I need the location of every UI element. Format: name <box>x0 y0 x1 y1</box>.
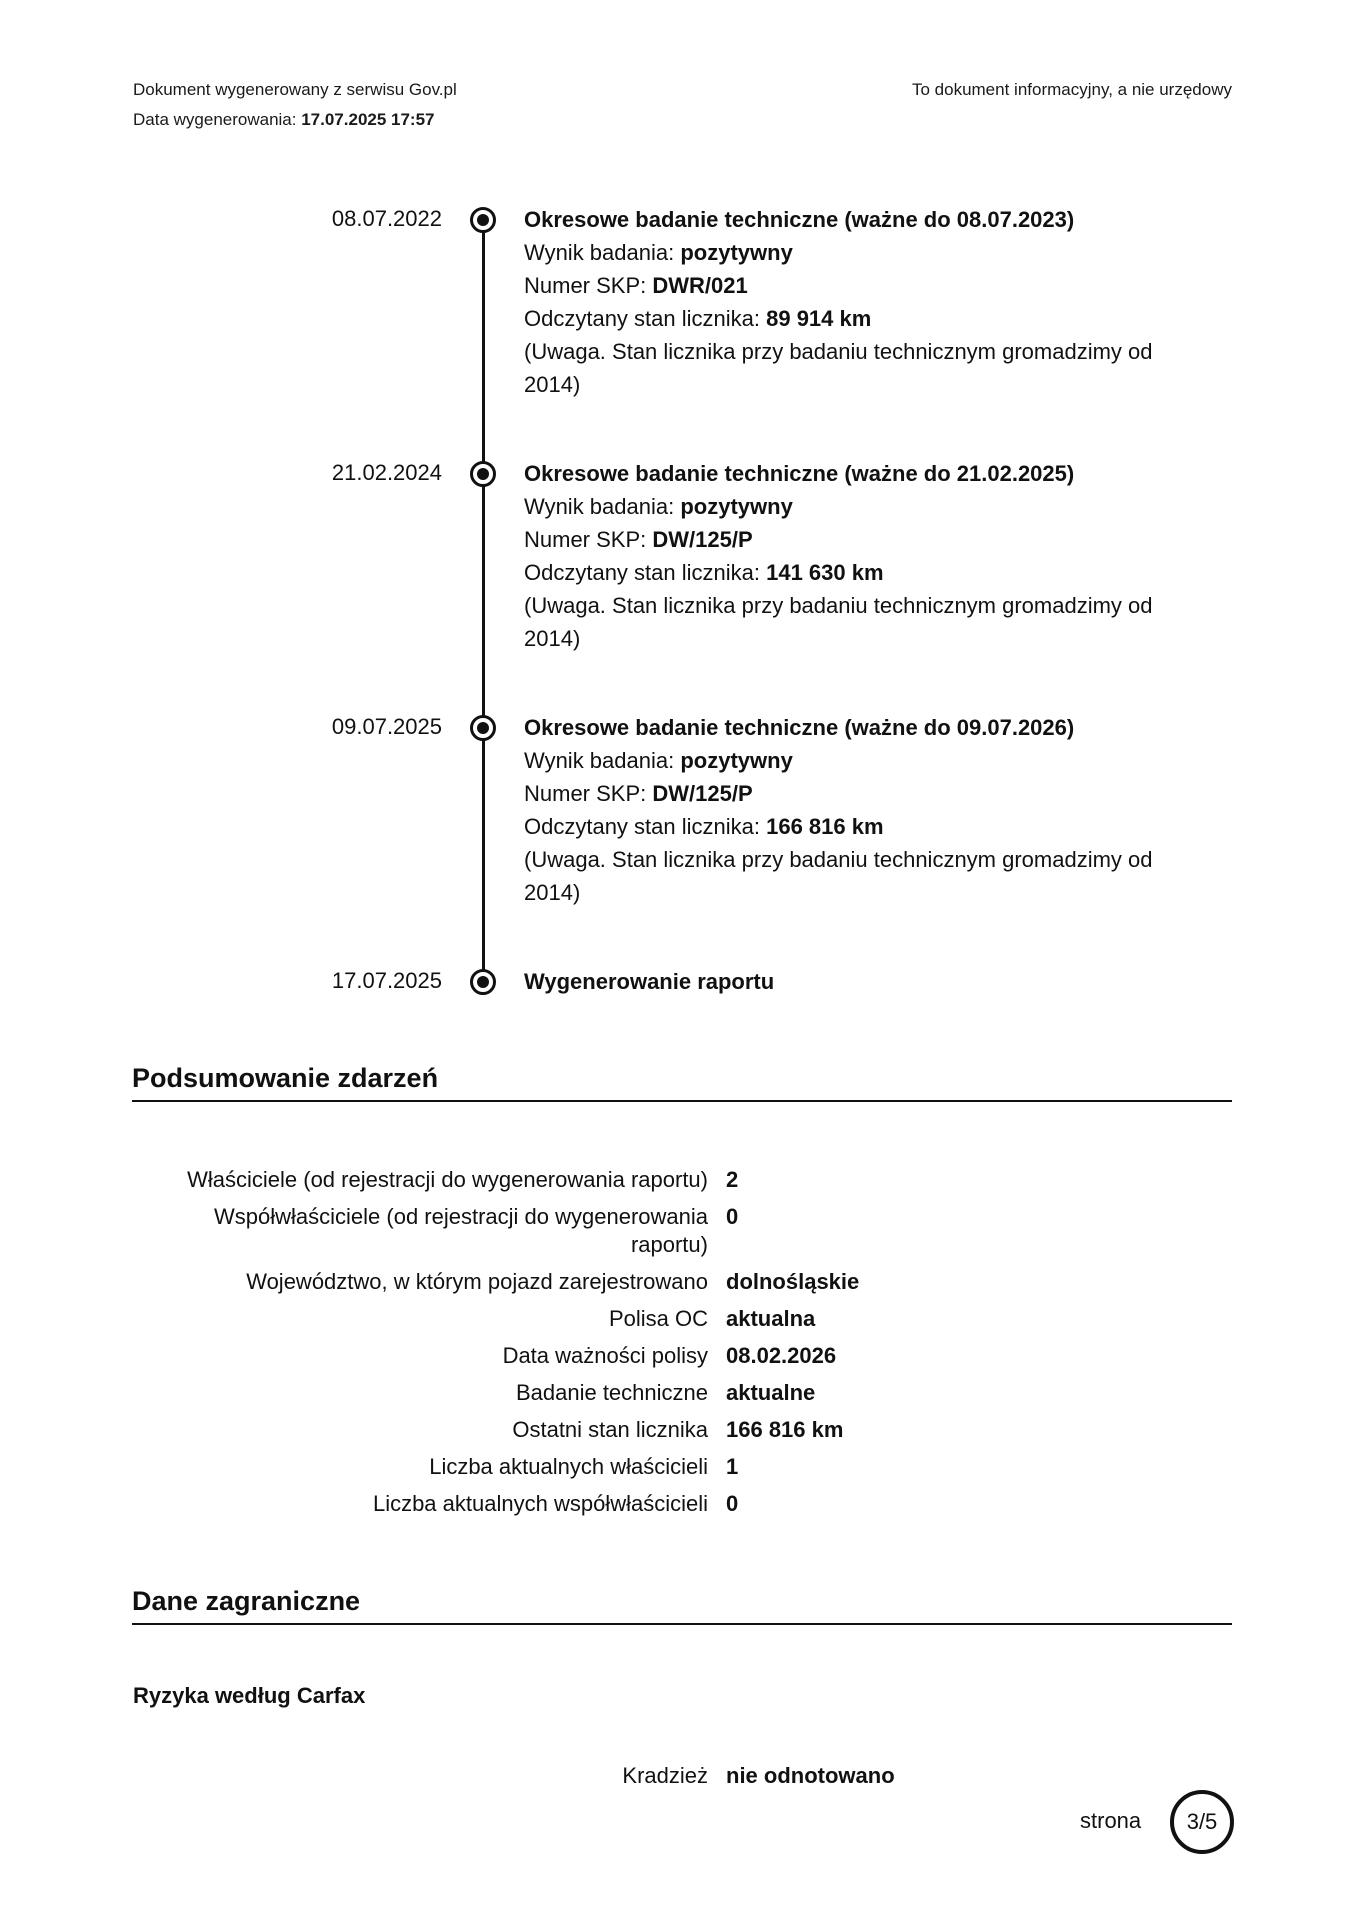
event-title: Okresowe badanie techniczne (ważne do 21.02.2025) <box>524 461 1075 486</box>
generated-label: Data wygenerowania: <box>133 110 297 129</box>
summary-value: 2 <box>726 1167 739 1192</box>
page-label: strona <box>1080 1808 1142 1833</box>
timeline-date: 09.07.2025 <box>331 714 442 739</box>
generated-value: 17.07.2025 17:57 <box>301 110 435 129</box>
timeline-dot-icon <box>470 207 496 233</box>
event-skp: Numer SKP: DWR/021 <box>524 273 748 298</box>
summary-label: Polisa OC <box>608 1306 708 1331</box>
foreign-value: nie odnotowano <box>726 1763 895 1788</box>
summary-label: Województwo, w którym pojazd zarejestrowano <box>246 1269 708 1294</box>
event-skp: Numer SKP: DW/125/P <box>524 527 753 552</box>
summary-value: 0 <box>726 1204 739 1229</box>
summary-value: aktualna <box>726 1306 816 1331</box>
event-note: (Uwaga. Stan licznika przy badaniu technicznym gromadzimy od 2014) <box>524 593 1153 651</box>
carfax-subtitle: Ryzyka według Carfax <box>133 1683 366 1708</box>
summary-label: Data ważności polisy <box>502 1343 708 1368</box>
summary-label: Badanie techniczne <box>515 1380 708 1405</box>
timeline-dot-icon <box>470 715 496 741</box>
event-result: Wynik badania: pozytywny <box>524 494 793 519</box>
header-generated <box>133 110 435 130</box>
summary-label: Współwłaściciele (od rejestracji do wygenerowania raportu) <box>214 1204 708 1257</box>
event-odometer: Odczytany stan licznika: 141 630 km <box>524 560 884 585</box>
summary-label: Właściciele (od rejestracji do wygenerowania raportu) <box>187 1167 708 1192</box>
timeline-date: 21.02.2024 <box>331 460 442 485</box>
event-odometer: Odczytany stan licznika: 89 914 km <box>524 306 872 331</box>
foreign-title: Dane zagraniczne <box>132 1586 1232 1625</box>
header-source: Dokument wygenerowany z serwisu Gov.pl <box>133 80 457 99</box>
summary-value: 08.02.2026 <box>726 1343 837 1368</box>
timeline-date: 17.07.2025 <box>331 968 442 993</box>
timeline-line <box>482 222 485 982</box>
foreign-label: Kradzież <box>622 1763 708 1788</box>
timeline-date: 08.07.2022 <box>331 206 442 231</box>
event-note: (Uwaga. Stan licznika przy badaniu technicznym gromadzimy od 2014) <box>524 847 1153 905</box>
page-number: 3/5 <box>1170 1790 1234 1854</box>
event-result: Wynik badania: pozytywny <box>524 748 793 773</box>
summary-value: dolnośląskie <box>726 1269 860 1294</box>
timeline-event <box>524 965 1184 998</box>
summary-title: Podsumowanie zdarzeń <box>132 1063 1232 1102</box>
summary-label: Ostatni stan licznika <box>512 1417 708 1442</box>
summary-value: 0 <box>726 1491 739 1516</box>
timeline-event <box>524 711 1184 909</box>
event-odometer: Odczytany stan licznika: 166 816 km <box>524 814 884 839</box>
summary-value: 166 816 km <box>726 1417 844 1442</box>
event-title: Wygenerowanie raportu <box>524 969 775 994</box>
event-title: Okresowe badanie techniczne (ważne do 09.07.2026) <box>524 715 1075 740</box>
event-note: (Uwaga. Stan licznika przy badaniu technicznym gromadzimy od 2014) <box>524 339 1153 397</box>
timeline-dot-icon <box>470 461 496 487</box>
summary-value: aktualne <box>726 1380 816 1405</box>
timeline-event <box>524 203 1184 401</box>
summary-value: 1 <box>726 1454 739 1479</box>
summary-label: Liczba aktualnych właścicieli <box>429 1454 708 1479</box>
event-result: Wynik badania: pozytywny <box>524 240 793 265</box>
event-title: Okresowe badanie techniczne (ważne do 08.07.2023) <box>524 207 1075 232</box>
summary-label: Liczba aktualnych współwłaścicieli <box>372 1491 708 1516</box>
timeline-dot-icon <box>470 969 496 995</box>
timeline-event <box>524 457 1184 655</box>
event-skp: Numer SKP: DW/125/P <box>524 781 753 806</box>
header-disclaimer: To dokument informacyjny, a nie urzędowy <box>911 80 1232 99</box>
